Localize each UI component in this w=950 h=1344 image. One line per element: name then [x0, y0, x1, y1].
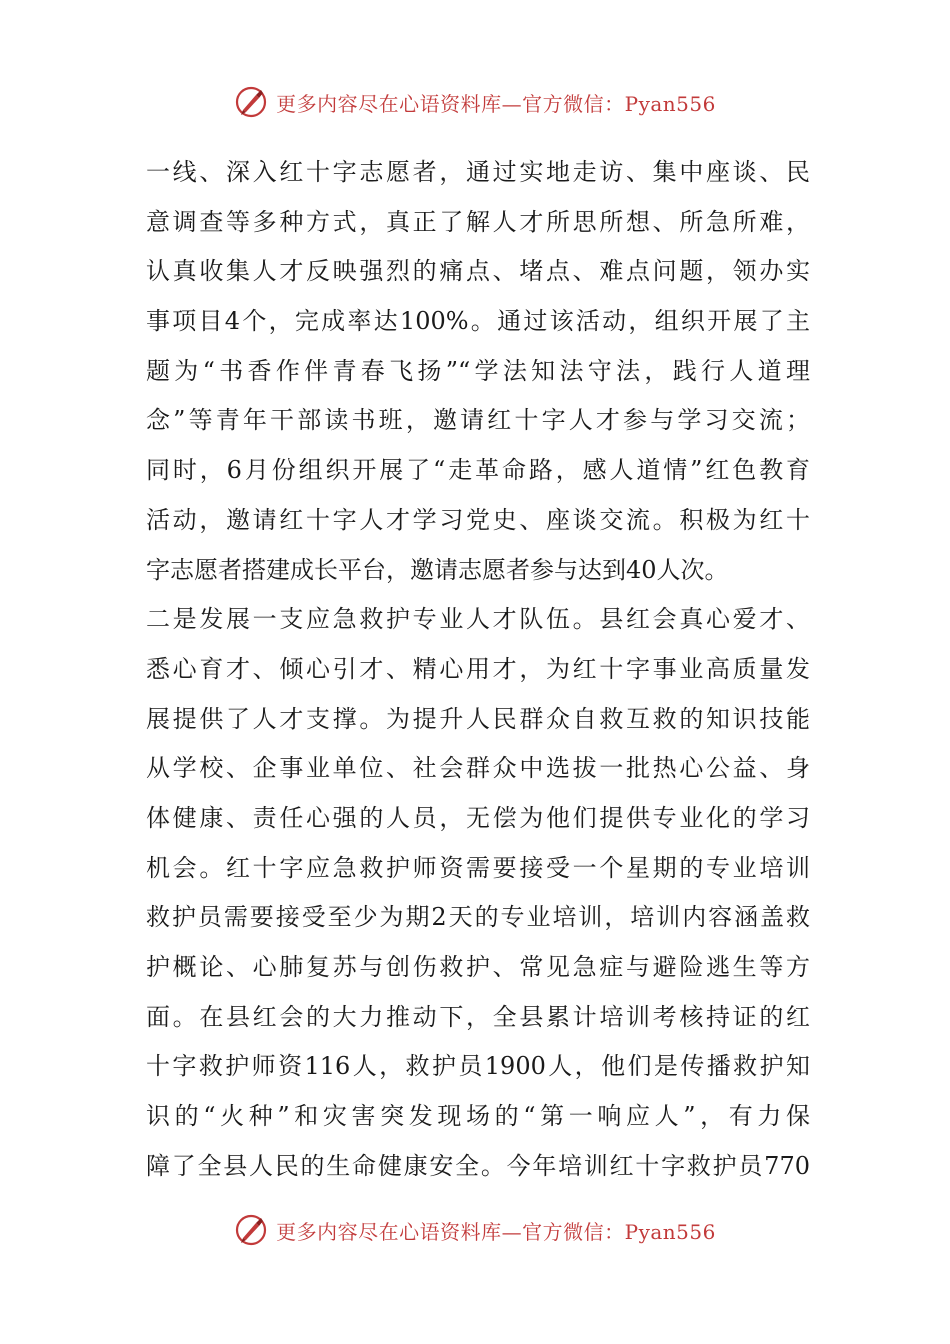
body-line: 救护员需要接受至少为期2天的专业培训，培训内容涵盖救: [146, 903, 810, 932]
body-line: 护概论、心肺复苏与创伤救护、常见急症与避险逃生等方: [146, 953, 810, 981]
body-line: 障了全县人民的生命健康安全。今年培训红十字救护员770: [146, 1151, 810, 1180]
body-line: 十字救护师资116人，救护员1900人，他们是传播救护知: [146, 1052, 810, 1081]
body-line: 展提供了人才支撑。为提升人民群众自救互救的知识技能: [146, 704, 810, 733]
pen-quill-logo-icon: [234, 85, 268, 119]
footer-banner-text: 更多内容尽在心语资料库—官方微信：Pyan556: [276, 1219, 716, 1244]
body-line: 体健康、责任心强的人员，无偿为他们提供专业化的学习: [146, 803, 810, 832]
header-banner-text: 更多内容尽在心语资料库—官方微信：Pyan556: [276, 91, 716, 116]
body-line: 二是发展一支应急救护专业人才队伍。县红会真心爱才、: [146, 605, 810, 634]
body-line: 活动，邀请红十字人才学习党史、座谈交流。积极为红十: [146, 505, 810, 534]
pen-quill-logo-icon: [234, 1213, 268, 1247]
body-line: 字志愿者搭建成长平台，邀请志愿者参与达到40人次。: [146, 555, 729, 584]
body-line: 意调查等多种方式，真正了解人才所思所想、所急所难，: [146, 207, 810, 236]
footer-banner: [0, 1210, 950, 1250]
body-line: 认真收集人才反映强烈的痛点、堵点、难点问题，领办实: [146, 257, 810, 286]
body-line: 从学校、企事业单位、社会群众中选拔一批热心公益、身: [146, 754, 810, 783]
body-line: 一线、深入红十字志愿者，通过实地走访、集中座谈、民: [146, 158, 810, 186]
body-line: 念”等青年干部读书班，邀请红十字人才参与学习交流；: [146, 406, 810, 435]
body-line: 事项目4个，完成率达100%。通过该活动，组织开展了主: [146, 307, 810, 336]
body-line: 面。在县红会的大力推动下，全县累计培训考核持证的红: [146, 1002, 810, 1031]
header-banner: [0, 82, 950, 122]
body-line: 题为“书香作伴青春飞扬”“学法知法守法，践行人道理: [146, 356, 810, 385]
body-line: 同时，6月份组织开展了“走革命路，感人道情”红色教育: [146, 456, 810, 485]
body-line: 识的“火种”和灾害突发现场的“第一响应人”，有力保: [146, 1102, 810, 1131]
document-body: [146, 148, 810, 1191]
body-line: 悉心育才、倾心引才、精心用才，为红十字事业高质量发: [146, 654, 810, 683]
body-line: 机会。红十字应急救护师资需要接受一个星期的专业培训: [146, 853, 810, 882]
